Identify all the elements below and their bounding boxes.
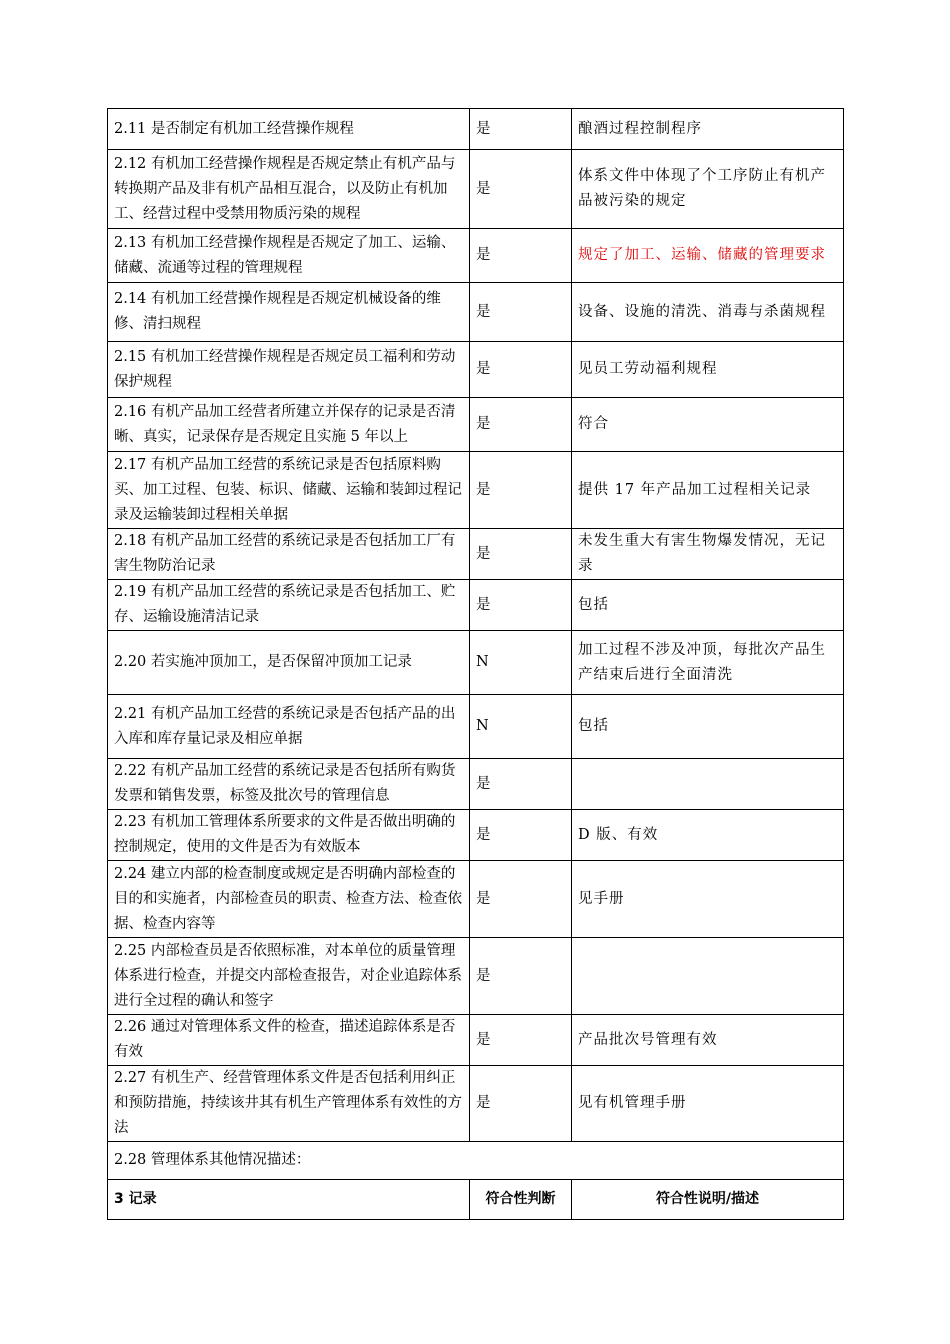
checklist-table: [107, 108, 844, 1220]
check-item-description: 酿酒过程控制程序: [572, 109, 844, 150]
table-row: [108, 398, 844, 452]
table-row: [108, 695, 844, 759]
table-row: [108, 1015, 844, 1066]
description-header: 符合性说明/描述: [572, 1180, 844, 1220]
check-item-judgment: 是: [470, 342, 572, 398]
check-item-judgment: 是: [470, 283, 572, 342]
checklist-body: [108, 109, 844, 1142]
check-item-question: 2.20 若实施冲顶加工，是否保留冲顶加工记录: [108, 631, 470, 695]
check-item-judgment: 是: [470, 759, 572, 810]
check-item-description: 见有机管理手册: [572, 1066, 844, 1142]
check-item-judgment: 是: [470, 529, 572, 580]
check-item-judgment: 是: [470, 150, 572, 229]
table-row: [108, 1066, 844, 1142]
check-item-description: 符合: [572, 398, 844, 452]
table-row: [108, 229, 844, 283]
check-item-description: 包括: [572, 695, 844, 759]
table-row: [108, 529, 844, 580]
check-item-description: 加工过程不涉及冲顶，每批次产品生产结束后进行全面清洗: [572, 631, 844, 695]
section-header-row: [108, 1180, 844, 1220]
check-item-judgment: 是: [470, 1066, 572, 1142]
check-item-judgment: 是: [470, 229, 572, 283]
check-item-question: 2.17 有机产品加工经营的系统记录是否包括原料购买、加工过程、包装、标识、储藏、运输和装卸过程记录及运输装卸过程相关单据: [108, 452, 470, 529]
check-item-question: 2.12 有机加工经营操作规程是否规定禁止有机产品与转换期产品及非有机产品相互混合，以及防止有机加工、经营过程中受禁用物质污染的规程: [108, 150, 470, 229]
check-item-judgment: 是: [470, 938, 572, 1015]
check-item-judgment: 是: [470, 109, 572, 150]
judgment-header: 符合性判断: [470, 1180, 572, 1220]
check-item-question: 2.19 有机产品加工经营的系统记录是否包括加工、贮存、运输设施清洁记录: [108, 580, 470, 631]
check-item-description: 提供 17 年产品加工过程相关记录: [572, 452, 844, 529]
check-item-question: 2.23 有机加工管理体系所要求的文件是否做出明确的控制规定，使用的文件是否为有效版本: [108, 810, 470, 861]
table-row: [108, 109, 844, 150]
check-item-description: 未发生重大有害生物爆发情况，无记录: [572, 529, 844, 580]
check-item-judgment: 是: [470, 398, 572, 452]
check-item-question: 2.14 有机加工经营操作规程是否规定机械设备的维修、清扫规程: [108, 283, 470, 342]
check-item-question: 2.18 有机产品加工经营的系统记录是否包括加工厂有害生物防治记录: [108, 529, 470, 580]
check-item-description: [572, 759, 844, 810]
check-item-description: 见手册: [572, 861, 844, 938]
table-row: [108, 150, 844, 229]
check-item-judgment: 是: [470, 580, 572, 631]
check-item-description: D 版、有效: [572, 810, 844, 861]
check-item-description: 设备、设施的清洗、消毒与杀菌规程: [572, 283, 844, 342]
check-item-judgment: 是: [470, 810, 572, 861]
table-row: [108, 452, 844, 529]
check-item-question: 2.27 有机生产、经营管理体系文件是否包括利用纠正和预防措施，持续该井其有机生产管理体系有效性的方法: [108, 1066, 470, 1142]
table-row: [108, 580, 844, 631]
check-item-question: 2.24 建立内部的检查制度或规定是否明确内部检查的目的和实施者，内部检查员的职责、检查方法、检查依据、检查内容等: [108, 861, 470, 938]
check-item-description: [572, 938, 844, 1015]
check-item-judgment: 是: [470, 452, 572, 529]
check-item-question: 2.16 有机产品加工经营者所建立并保存的记录是否清晰、真实，记录保存是否规定且实施 5 年以上: [108, 398, 470, 452]
check-item-description: 规定了加工、运输、储藏的管理要求: [572, 229, 844, 283]
table-row: [108, 938, 844, 1015]
check-item-judgment: N: [470, 695, 572, 759]
check-item-judgment: N: [470, 631, 572, 695]
check-item-description: 见员工劳动福利规程: [572, 342, 844, 398]
table-row: [108, 759, 844, 810]
check-item-judgment: 是: [470, 1015, 572, 1066]
check-item-question: 2.26 通过对管理体系文件的检查，描述追踪体系是否有效: [108, 1015, 470, 1066]
table-row: [108, 810, 844, 861]
section-title: 3 记录: [108, 1180, 470, 1220]
check-item-question: 2.13 有机加工经营操作规程是否规定了加工、运输、储藏、流通等过程的管理规程: [108, 229, 470, 283]
table-row: [108, 342, 844, 398]
check-item-question: 2.11 是否制定有机加工经营操作规程: [108, 109, 470, 150]
check-item-question: 2.21 有机产品加工经营的系统记录是否包括产品的出入库和库存量记录及相应单据: [108, 695, 470, 759]
check-item-question: 2.22 有机产品加工经营的系统记录是否包括所有购货发票和销售发票，标签及批次号的管理信息: [108, 759, 470, 810]
check-item-description: 体系文件中体现了个工序防止有机产品被污染的规定: [572, 150, 844, 229]
table-row: [108, 283, 844, 342]
other-description: 2.28 管理体系其他情况描述：: [108, 1142, 844, 1180]
check-item-description: 包括: [572, 580, 844, 631]
table-row: [108, 631, 844, 695]
check-item-description: 产品批次号管理有效: [572, 1015, 844, 1066]
check-item-judgment: 是: [470, 861, 572, 938]
check-item-question: 2.25 内部检查员是否依照标准，对本单位的质量管理体系进行检查，并提交内部检查报告，对企业追踪体系进行全过程的确认和签字: [108, 938, 470, 1015]
other-row: [108, 1142, 844, 1180]
check-item-question: 2.15 有机加工经营操作规程是否规定员工福利和劳动保护规程: [108, 342, 470, 398]
table-row: [108, 861, 844, 938]
